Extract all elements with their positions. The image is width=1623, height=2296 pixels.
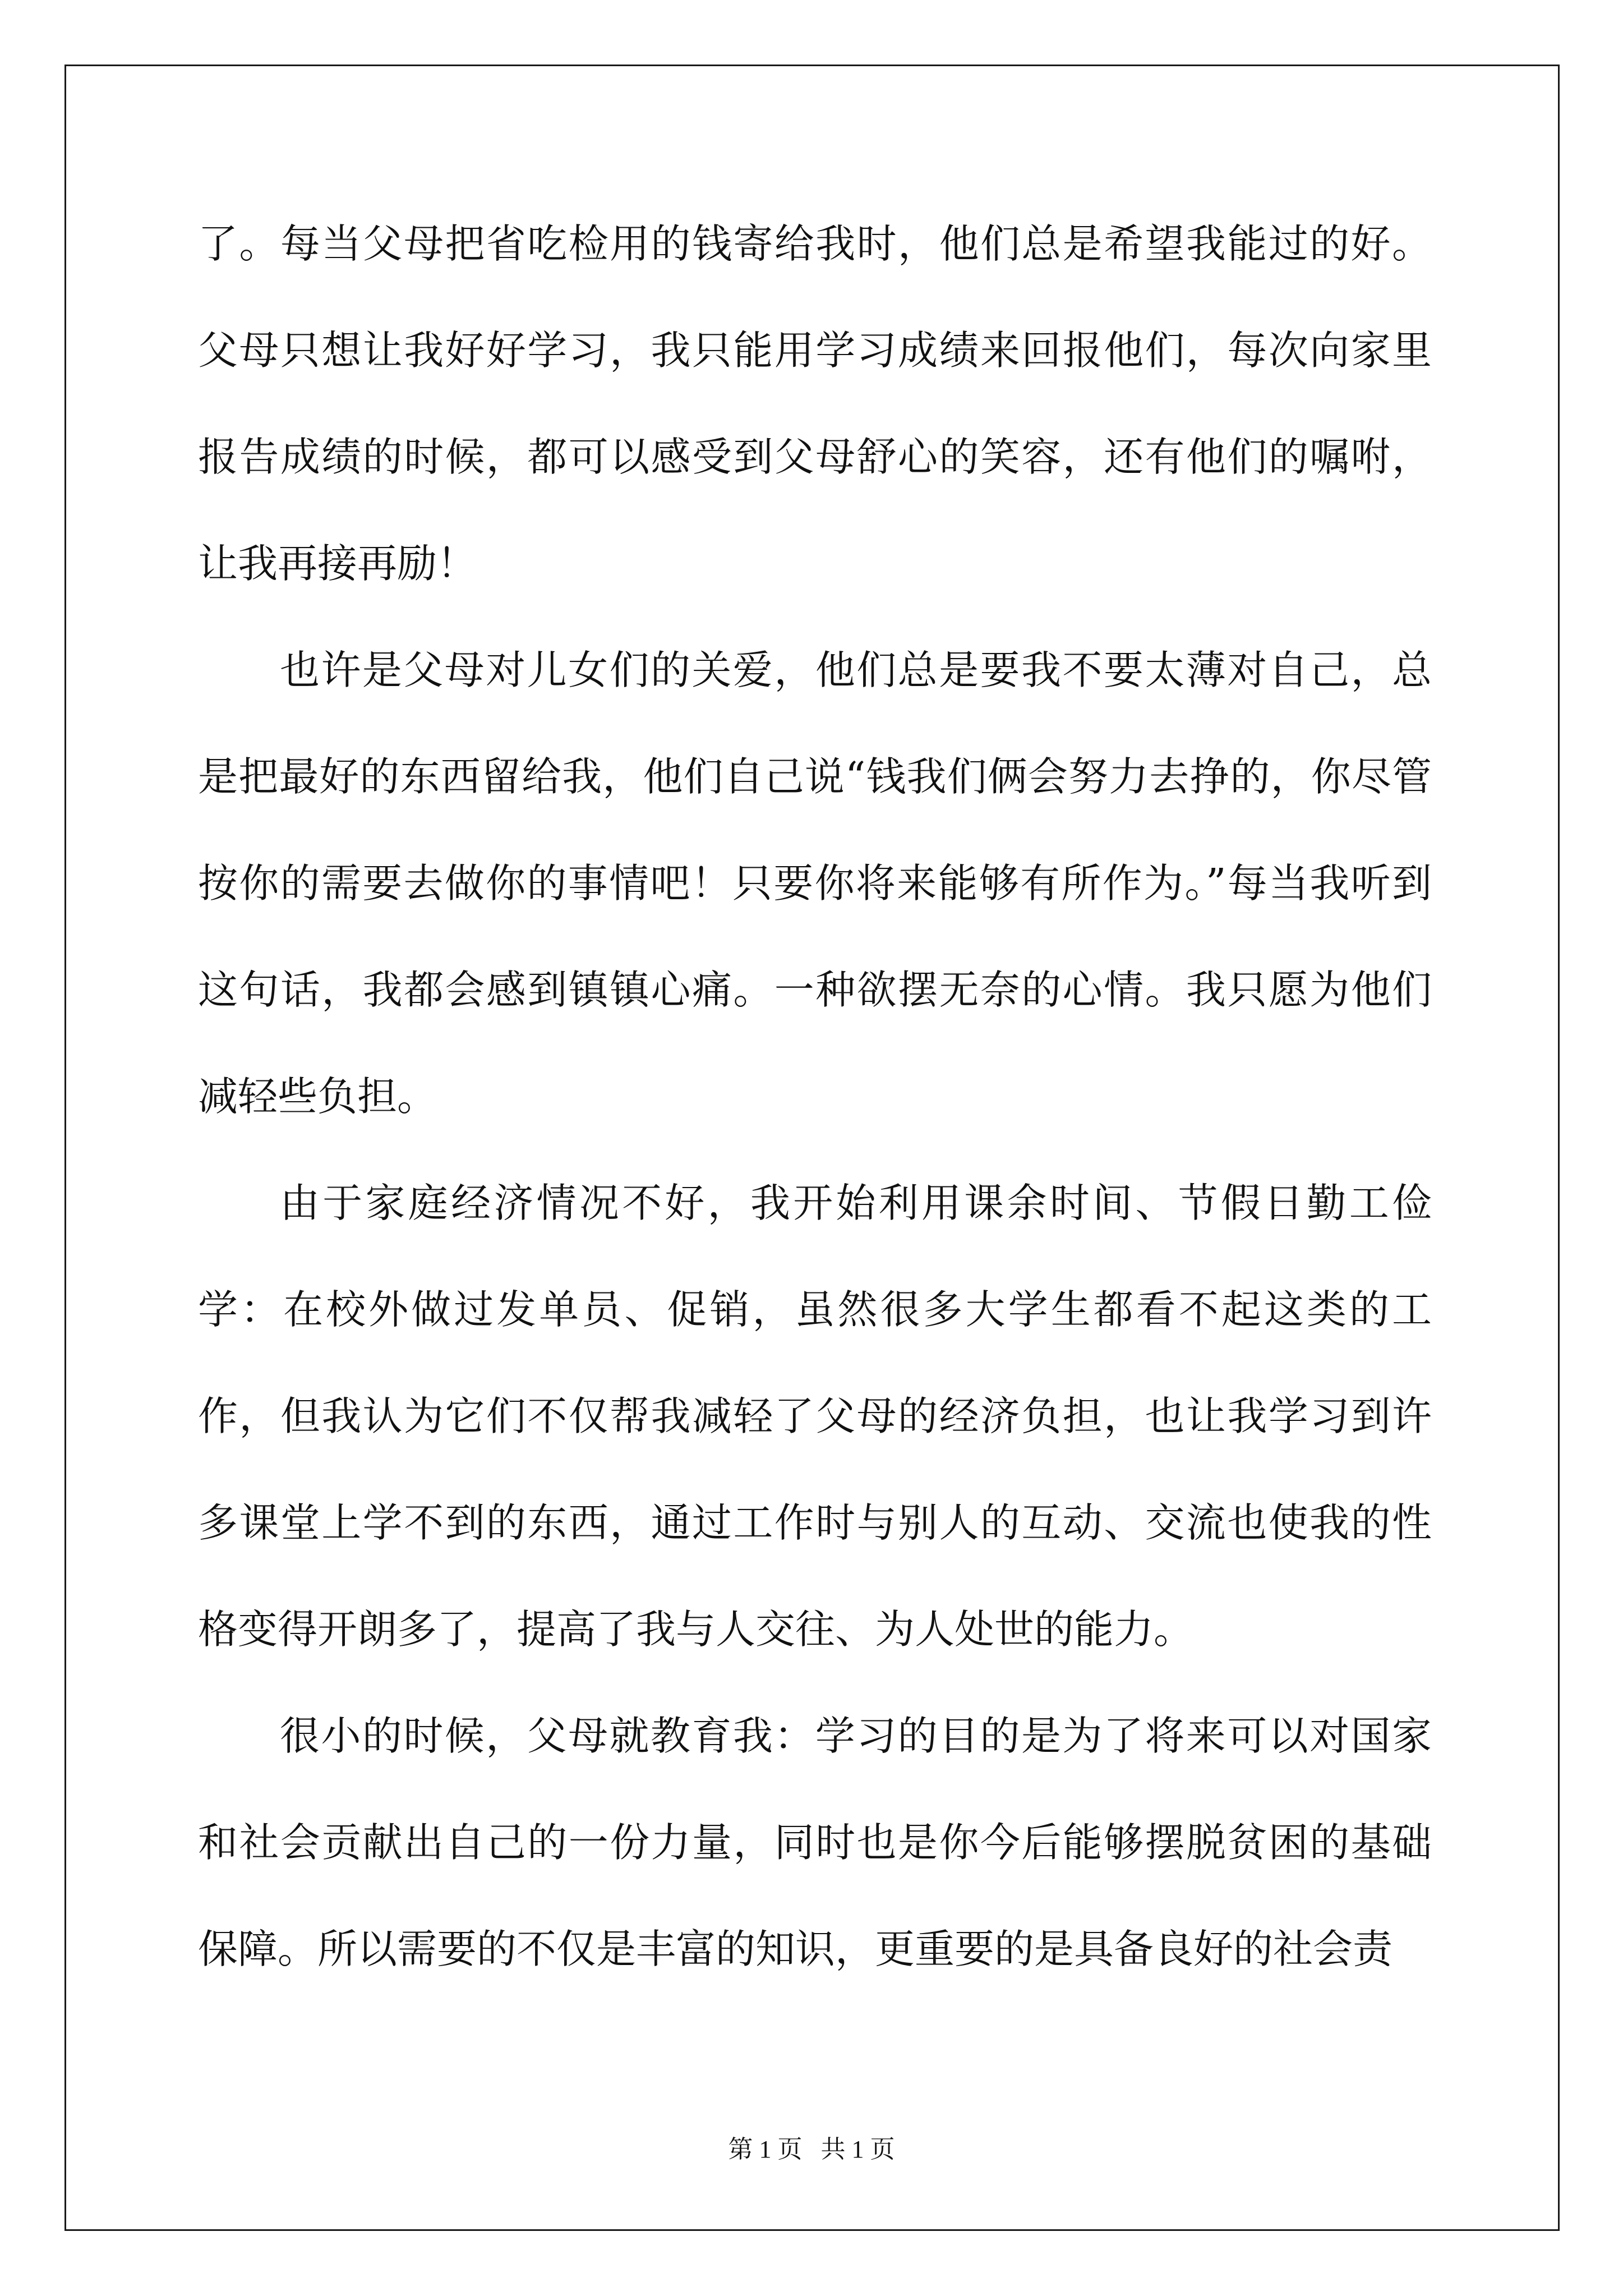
paragraph-3: 由于家庭经济情况不好，我开始利用课余时间、节假日勤工俭学：在校外做过发单员、促销，虽然很多大学生都看不起这类的工作，但我认为它们不仅帮我减轻了父母的经济负担，也让我学习到许多课堂上学不到的东西，通过工作时与别人的互动、交流也使我的性格变得开朗多了，提高了我与人交往、为人处世的能力。: [198, 1180, 1432, 1653]
document-body: [198, 191, 1432, 2003]
paragraph-4: 很小的时候，父母就教育我：学习的目的是为了将来可以对国家和社会贡献出自己的一份力量，同时也是你今后能够摆脱贫困的基础保障。所以需要的不仅是丰富的知识，更重要的是具备良好的社会责: [198, 1713, 1432, 1972]
page-number-footer: 第 1 页 共 1 页: [728, 2136, 895, 2163]
paragraph-1: 了。每当父母把省吃检用的钱寄给我时，他们总是希望我能过的好。父母只想让我好好学习，我只能用学习成绩来回报他们，每次向家里报告成绩的时候，都可以感受到父母舒心的笑容，还有他们的嘱咐，让我再接再励！: [198, 220, 1432, 587]
paragraph-2: 也许是父母对儿女们的关爱，他们总是要我不要太薄对自己，总是把最好的东西留给我，他们自己说“钱我们俩会努力去挣的，你尽管按你的需要去做你的事情吧！只要你将来能够有所作为。”每当我听到这句话，我都会感到镇镇心痛。一种欲摆无奈的心情。我只愿为他们减轻些负担。: [198, 647, 1432, 1120]
